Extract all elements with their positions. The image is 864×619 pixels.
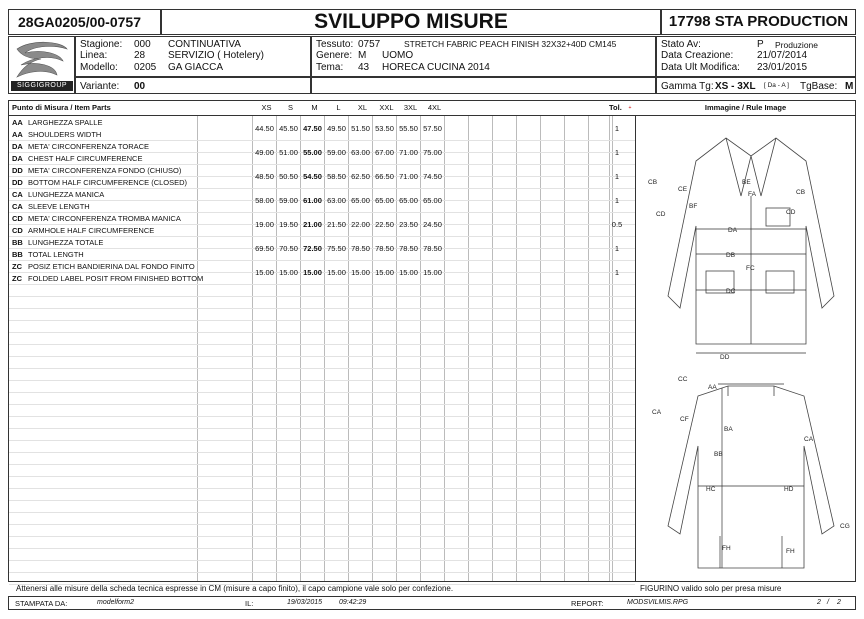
front-label: BF	[689, 203, 698, 210]
col-image-header: Immagine / Rule Image	[704, 103, 787, 112]
table-row	[9, 166, 635, 190]
grid-row-line	[9, 332, 635, 333]
row-code: DA	[12, 142, 23, 151]
size-header-l: L	[336, 103, 341, 112]
row-value-xs: 58.00	[255, 196, 274, 205]
grid-row-line	[9, 512, 635, 513]
size-header-m: M	[311, 103, 318, 112]
row-value-s: 45.50	[279, 124, 298, 133]
gamma-value: XS - 3XL	[715, 81, 756, 92]
creazione-label: Data Creazione:	[661, 50, 734, 61]
info-row	[8, 36, 856, 94]
genere-label: Genere:	[316, 50, 353, 61]
row-value-xl: 65.00	[351, 196, 370, 205]
linea-code: 28	[134, 50, 146, 61]
size-header-4xl: 4XL	[427, 103, 442, 112]
creazione-value: 21/07/2014	[757, 50, 808, 61]
row-value-xl: 78.50	[351, 244, 370, 253]
row-value-l: 15.00	[327, 268, 346, 277]
table-row	[9, 262, 635, 286]
row-value-m: 54.50	[303, 172, 322, 181]
logo-swoosh-icon	[11, 39, 73, 81]
row-value-4xl: 65.00	[423, 196, 442, 205]
row-value-l: 49.50	[327, 124, 346, 133]
variante-label: Variante:	[80, 81, 120, 92]
grid-row-line	[9, 344, 635, 345]
row-value-4xl: 24.50	[423, 220, 442, 229]
grid-row-line	[9, 476, 635, 477]
row-value-4xl: 57.50	[423, 124, 442, 133]
modello-label: Modello:	[80, 62, 118, 73]
row-value-3xl: 15.00	[399, 268, 418, 277]
row-value-4xl: 78.50	[423, 244, 442, 253]
front-label: FA	[748, 191, 756, 198]
row-value-xxl: 67.00	[375, 148, 394, 157]
row-value-s: 59.00	[279, 196, 298, 205]
row-value-xxl: 66.50	[375, 172, 394, 181]
row-label-it: META' CIRCONFERENZA TROMBA MANICA	[28, 214, 181, 223]
row-value-xl: 62.50	[351, 172, 370, 181]
table-row	[9, 214, 635, 238]
row-tolerance: 1	[614, 268, 620, 277]
row-value-xxl: 65.00	[375, 196, 394, 205]
grid-row-line	[9, 440, 635, 441]
col-tol-header: Tol.	[609, 103, 622, 112]
notes-row	[8, 580, 856, 596]
tema-value: HORECA CUCINA 2014	[382, 62, 490, 73]
grid-row-line	[9, 356, 635, 357]
front-label: CD	[656, 211, 666, 218]
row-value-3xl: 23.50	[399, 220, 418, 229]
row-code: DD	[12, 166, 23, 175]
report-value: MODSVILMIS.RPG	[627, 599, 689, 606]
gamma-box	[656, 77, 856, 94]
row-code-en: ZC	[12, 274, 22, 283]
row-label-en: ARMHOLE HALF CIRCUMFERENCE	[28, 226, 155, 235]
row-value-xl: 63.00	[351, 148, 370, 157]
row-value-4xl: 74.50	[423, 172, 442, 181]
row-value-l: 63.00	[327, 196, 346, 205]
front-label: CB	[796, 189, 806, 196]
row-tolerance: 1	[614, 172, 620, 181]
grid-row-line	[9, 488, 635, 489]
stato-label: Stato Av:	[661, 39, 701, 50]
row-code-en: CA	[12, 202, 23, 211]
variante-box	[75, 77, 311, 94]
row-label-it: META' CIRCONFERENZA TORACE	[28, 142, 150, 151]
row-value-xl: 22.00	[351, 220, 370, 229]
logo-text: SIGGIGROUP	[11, 81, 73, 91]
row-value-3xl: 55.50	[399, 124, 418, 133]
row-value-s: 19.50	[279, 220, 298, 229]
grid-row-line	[9, 452, 635, 453]
row-value-l: 59.00	[327, 148, 346, 157]
row-value-m: 72.50	[303, 244, 322, 253]
row-value-3xl: 65.00	[399, 196, 418, 205]
tgbase-label: TgBase:	[800, 81, 838, 92]
row-value-xxl: 53.50	[375, 124, 394, 133]
table-row	[9, 118, 635, 142]
row-value-s: 70.50	[279, 244, 298, 253]
row-value-m: 15.00	[303, 268, 322, 277]
note-right: FIGURINO valido solo per presa misure	[640, 584, 782, 593]
tessuto-label: Tessuto:	[316, 39, 354, 50]
rule-image-area	[635, 116, 855, 581]
row-label-en: SLEEVE LENGTH	[28, 202, 90, 211]
row-code: BB	[12, 238, 23, 247]
grid-row-line	[9, 296, 635, 297]
grid-row-line	[9, 392, 635, 393]
row-label-it: LARGHEZZA SPALLE	[28, 118, 103, 127]
stagione-value: CONTINUATIVA	[168, 39, 241, 50]
back-label: FH	[722, 545, 731, 552]
row-code-en: AA	[12, 130, 23, 139]
grid-row-line	[9, 380, 635, 381]
grid-row-line	[9, 404, 635, 405]
row-code: CA	[12, 190, 23, 199]
row-value-xs: 15.00	[255, 268, 274, 277]
back-label: FH	[786, 548, 795, 555]
row-tolerance: 0.5	[611, 220, 623, 229]
front-label: DA	[728, 227, 738, 234]
note-left: Attenersi alle misure della scheda tecnica espresse in CM (misure a capo finito), il capo campione vale solo per confezione.	[16, 584, 454, 593]
size-header-s: S	[287, 103, 293, 112]
status-box	[656, 36, 856, 77]
article-box	[75, 36, 311, 77]
linea-value: SERVIZIO ( Hotelery)	[168, 50, 264, 61]
row-value-4xl: 15.00	[423, 268, 442, 277]
row-value-l: 21.50	[327, 220, 346, 229]
measurement-table	[8, 100, 856, 582]
row-label-en: SHOULDERS WIDTH	[28, 130, 102, 139]
il-label: IL:	[245, 599, 254, 608]
tema-label: Tema:	[316, 62, 344, 73]
front-label: FC	[746, 265, 755, 272]
row-tolerance: 1	[614, 196, 620, 205]
gamma-label: Gamma Tg:	[661, 81, 714, 92]
grid-row-line	[9, 308, 635, 309]
row-value-l: 75.50	[327, 244, 346, 253]
back-label: HD	[784, 486, 794, 493]
front-label: DD	[720, 354, 730, 361]
row-value-m: 61.00	[303, 196, 322, 205]
siggi-logo	[8, 36, 75, 94]
row-label-it: LUNGHEZZA MANICA	[28, 190, 105, 199]
grid-row-line	[9, 500, 635, 501]
row-value-xl: 51.50	[351, 124, 370, 133]
grid-row-line	[9, 416, 635, 417]
jacket-back-drawing	[668, 386, 834, 568]
back-label: AA	[708, 384, 717, 391]
grid-row-line	[9, 428, 635, 429]
back-label: CC	[678, 376, 688, 383]
document-code: 28GA0205/00-0757	[8, 9, 161, 35]
row-code: AA	[12, 118, 23, 127]
row-value-xxl: 78.50	[375, 244, 394, 253]
row-value-s: 50.50	[279, 172, 298, 181]
row-value-xs: 19.00	[255, 220, 274, 229]
row-value-xs: 48.50	[255, 172, 274, 181]
grid-row-line	[9, 320, 635, 321]
row-label-en: TOTAL LENGTH	[28, 250, 84, 259]
front-label: CB	[648, 179, 658, 186]
row-value-xxl: 15.00	[375, 268, 394, 277]
tessuto-value: STRETCH FABRIC PEACH FINISH 32X32+40D CM145	[404, 39, 617, 49]
fabric-box	[311, 36, 656, 77]
back-measure-lines	[698, 384, 804, 568]
row-label-en: CHEST HALF CIRCUMFERENCE	[28, 154, 143, 163]
row-value-3xl: 71.00	[399, 172, 418, 181]
modello-code: 0205	[134, 62, 157, 73]
tol-sort-mark: +	[628, 105, 632, 111]
row-label-it: LUNGHEZZA TOTALE	[28, 238, 104, 247]
size-header-xxl: XXL	[379, 103, 394, 112]
tessuto-code: 0757	[358, 39, 381, 50]
row-code-en: DD	[12, 178, 23, 187]
grid-row-line	[9, 464, 635, 465]
front-label: DC	[726, 288, 736, 295]
stampata-label: STAMPATA DA:	[15, 599, 68, 608]
tgbase-value: M	[845, 81, 854, 92]
row-label-it: META' CIRCONFERENZA FONDO (CHIUSO)	[28, 166, 182, 175]
row-value-xs: 49.00	[255, 148, 274, 157]
genere-code: M	[358, 50, 367, 61]
row-value-xs: 44.50	[255, 124, 274, 133]
row-label-it: POSIZ ETICH BANDIERINA DAL FONDO FINITO	[28, 262, 195, 271]
modifica-label: Data Ult Modifica:	[661, 62, 740, 73]
print-date: 19/03/2015	[287, 599, 323, 606]
grid-row-line	[9, 548, 635, 549]
fabric-empty-box	[311, 77, 656, 94]
row-code: CD	[12, 214, 23, 223]
back-label: CG	[840, 523, 850, 530]
stato-value: Produzione	[775, 40, 819, 50]
row-label-en: FOLDED LABEL POSIT FROM FINISHED BOTTOM	[28, 274, 204, 283]
stampata-value: modelform2	[97, 599, 134, 606]
back-label: CA	[804, 436, 814, 443]
report-label: REPORT:	[571, 599, 604, 608]
front-label: BE	[742, 179, 751, 186]
size-header-xl: XL	[357, 103, 368, 112]
front-label: CD	[786, 209, 796, 216]
modifica-value: 23/01/2015	[757, 62, 808, 73]
modello-value: GA GIACCA	[168, 62, 224, 73]
back-label: HC	[706, 486, 716, 493]
row-label-en: BOTTOM HALF CIRCUMFERENCE (CLOSED)	[28, 178, 188, 187]
production-label: 17798 STA PRODUCTION	[661, 9, 856, 35]
back-label: CA	[652, 409, 662, 416]
row-tolerance: 1	[614, 124, 620, 133]
variante-value: 00	[134, 81, 146, 92]
row-value-3xl: 71.00	[399, 148, 418, 157]
grid-row-line	[9, 524, 635, 525]
jacket-technical-drawing	[636, 116, 856, 581]
back-label: BB	[714, 451, 723, 458]
back-label: CF	[680, 416, 689, 423]
grid-row-line	[9, 560, 635, 561]
row-tolerance: 1	[614, 148, 620, 157]
row-code-en: DA	[12, 154, 23, 163]
print-footer	[8, 596, 856, 610]
print-time: 09:42:29	[339, 599, 367, 606]
row-value-m: 21.00	[303, 220, 322, 229]
row-tolerance: 1	[614, 244, 620, 253]
front-labels	[648, 179, 805, 361]
back-label: BA	[724, 426, 733, 433]
page-number: 2	[817, 599, 821, 606]
table-row	[9, 238, 635, 262]
document-title: SVILUPPO MISURE	[161, 9, 661, 35]
front-label: DB	[726, 252, 736, 259]
front-label: CE	[678, 186, 688, 193]
row-value-3xl: 78.50	[399, 244, 418, 253]
row-value-l: 58.50	[327, 172, 346, 181]
gamma-range: [ Da - A ]	[764, 82, 789, 89]
row-value-xs: 69.50	[255, 244, 274, 253]
row-value-s: 15.00	[279, 268, 298, 277]
size-header-3xl: 3XL	[403, 103, 418, 112]
tema-code: 43	[358, 62, 370, 73]
col-item-header: Punto di Misura / Item Parts	[12, 103, 111, 112]
page-total: 2	[837, 599, 841, 606]
size-header-xs: XS	[261, 103, 272, 112]
table-row	[9, 142, 635, 166]
row-value-4xl: 75.00	[423, 148, 442, 157]
stagione-code: 000	[134, 39, 151, 50]
row-code: ZC	[12, 262, 22, 271]
table-row	[9, 190, 635, 214]
linea-label: Linea:	[80, 50, 108, 61]
table-header	[9, 101, 855, 116]
row-value-m: 55.00	[303, 148, 322, 157]
row-value-s: 51.00	[279, 148, 298, 157]
row-value-xxl: 22.50	[375, 220, 394, 229]
grid-row-line	[9, 536, 635, 537]
row-value-m: 47.50	[303, 124, 322, 133]
stato-code: P	[757, 39, 764, 50]
jacket-front-drawing	[668, 138, 834, 344]
grid-row-line	[9, 368, 635, 369]
title-row	[8, 9, 856, 35]
row-value-xl: 15.00	[351, 268, 370, 277]
page-separator: /	[827, 599, 829, 606]
row-code-en: BB	[12, 250, 23, 259]
stagione-label: Stagione:	[80, 39, 123, 50]
row-code-en: CD	[12, 226, 23, 235]
genere-value: UOMO	[382, 50, 414, 61]
grid-row-line	[9, 572, 635, 573]
